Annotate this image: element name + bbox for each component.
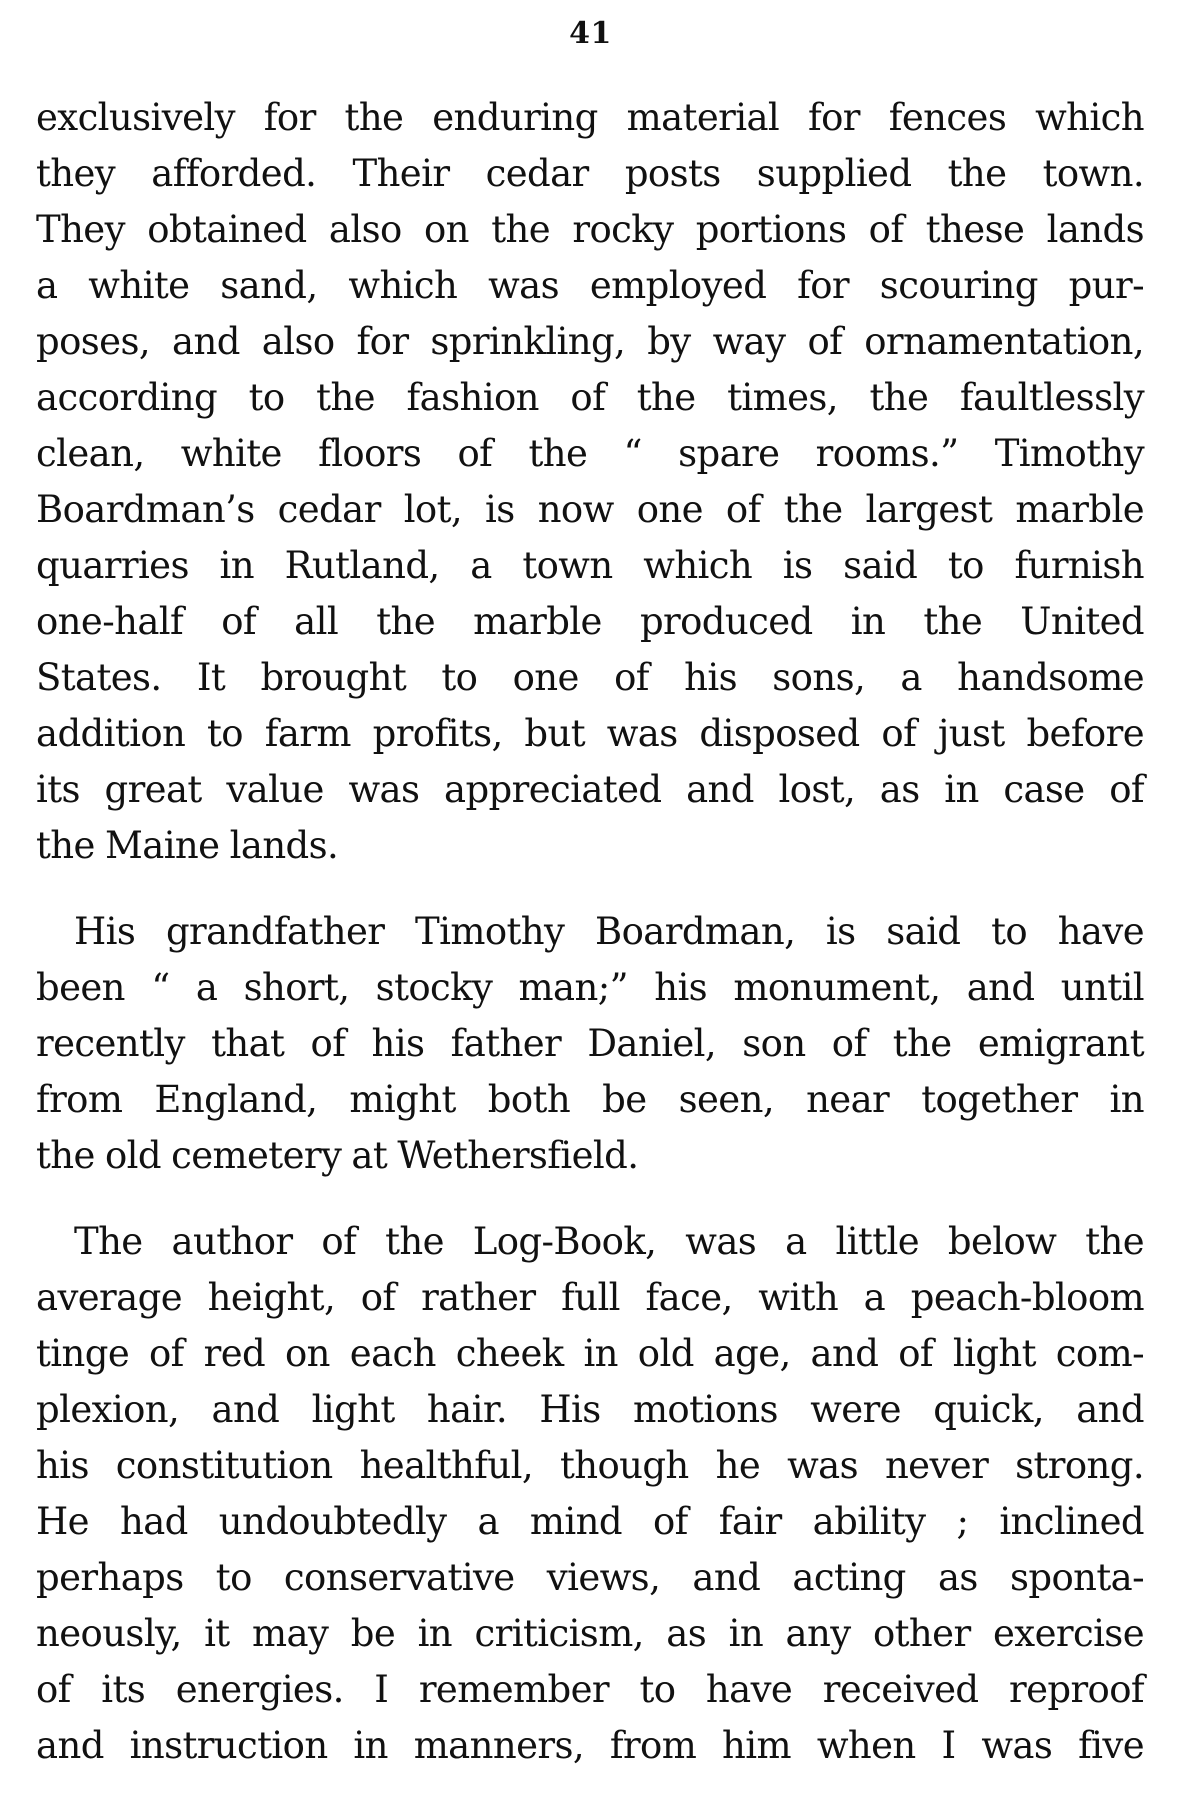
text-line: from England, might both be seen, near together in — [36, 1078, 1144, 1121]
text-line: addition to farm profits, but was disposed of just before — [36, 712, 1144, 755]
text-line: his constitution healthful, though he was never strong. — [36, 1444, 1144, 1487]
page-text — [36, 90, 1144, 1774]
text-line: States. It brought to one of his sons, a handsome — [36, 656, 1144, 699]
text-line: and instruction in manners, from him when I was five — [36, 1724, 1144, 1767]
paragraph-gap — [36, 874, 1144, 904]
text-line: according to the fashion of the times, the faultlessly — [36, 376, 1144, 419]
paragraph-cedar-lands — [36, 90, 1144, 874]
page-number: 41 — [569, 16, 612, 51]
text-line: recently that of his father Daniel, son of the emigrant — [36, 1022, 1144, 1065]
text-line: a white sand, which was employed for scouring pur- — [36, 264, 1144, 307]
text-line: neously, it may be in criticism, as in any other exercise — [36, 1612, 1144, 1655]
text-line: they afforded. Their cedar posts supplied the town. — [36, 152, 1144, 195]
text-line: plexion, and light hair. His motions were quick, and — [36, 1388, 1144, 1431]
text-line: one-half of all the marble produced in the United — [36, 600, 1144, 643]
text-line: quarries in Rutland, a town which is said to furnish — [36, 544, 1144, 587]
text-line: The author of the Log-Book, was a little below the — [74, 1220, 1144, 1263]
text-line: His grandfather Timothy Boardman, is said to have — [74, 910, 1144, 953]
text-line: tinge of red on each cheek in old age, and of light com- — [36, 1332, 1144, 1375]
text-line: exclusively for the enduring material for fences which — [36, 96, 1144, 139]
text-line: of its energies. I remember to have received reproof — [36, 1668, 1144, 1711]
text-line: average height, of rather full face, with a peach-bloom — [36, 1276, 1144, 1319]
text-line: clean, white floors of the “ spare rooms.” Timothy — [36, 432, 1144, 475]
paragraph-gap — [36, 1184, 1144, 1214]
text-line: perhaps to conservative views, and acting as sponta- — [36, 1556, 1144, 1599]
text-line: been “ a short, stocky man;” his monument, and until — [36, 966, 1144, 1009]
text-line: They obtained also on the rocky portions of these lands — [36, 208, 1144, 251]
text-line: poses, and also for sprinkling, by way of ornamentation, — [36, 320, 1144, 363]
text-line: Boardman’s cedar lot, is now one of the largest marble — [36, 488, 1144, 531]
paragraph-author-description — [36, 1214, 1144, 1774]
text-line: its great value was appreciated and lost, as in case of — [36, 768, 1144, 811]
paragraph-grandfather — [36, 904, 1144, 1184]
text-line: the old cemetery at Wethersfield. — [36, 1134, 639, 1177]
text-line: He had undoubtedly a mind of fair ability ; inclined — [36, 1500, 1144, 1543]
text-line: the Maine lands. — [36, 824, 339, 867]
